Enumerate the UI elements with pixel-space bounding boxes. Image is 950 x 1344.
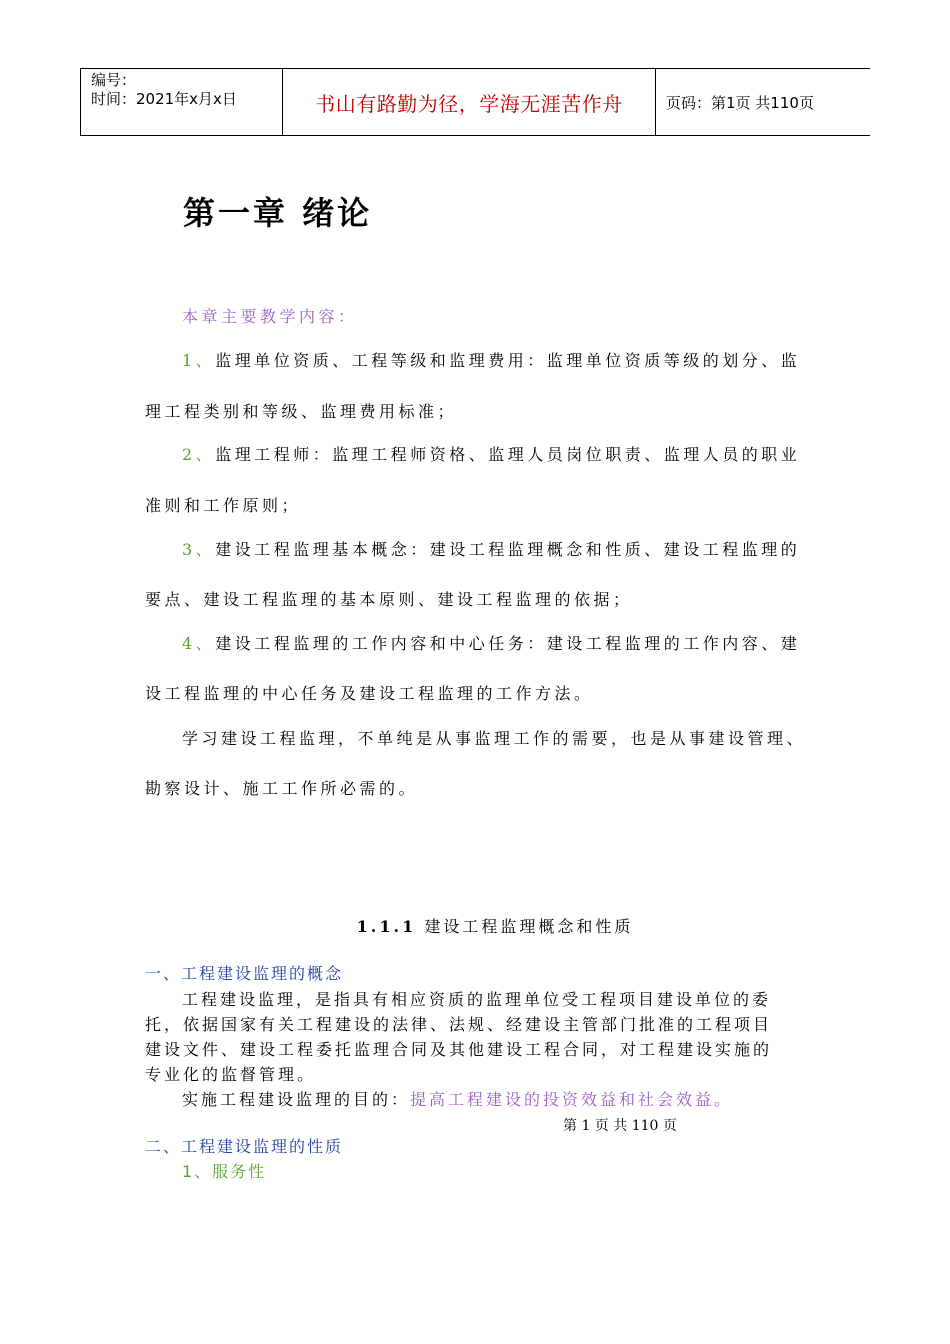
intro-item-2-line2: 准则和工作原则； <box>145 496 302 515</box>
page-footer: 第 1 页 共 110 页 <box>563 1118 677 1134</box>
list-number: 1、 <box>182 351 216 370</box>
part1-purpose <box>182 1087 842 1110</box>
intro-closing-line1: 学习建设工程监理，不单纯是从事监理工作的需要，也是从事建设管理、 <box>182 729 807 748</box>
chapter-title: 第一章 绪论 <box>183 194 373 232</box>
intro-item-1-line2: 理工程类别和等级、监理费用标准； <box>145 402 458 421</box>
header-page-info: 页码：第1页 共110页 <box>666 93 814 112</box>
part2-heading: 二、工程建设监理的性质 <box>145 1137 344 1156</box>
list-text: 建设工程监理基本概念：建设工程监理概念和性质、建设工程监理的 <box>215 540 801 559</box>
section-number: 1.1.1 <box>356 917 417 936</box>
part1-line4: 专业化的监督管理。 <box>145 1065 317 1084</box>
section-title-text: 建设工程监理概念和性质 <box>424 917 634 936</box>
intro-item-3-line1 <box>182 537 842 560</box>
purpose-value: 提高工程建设的投资效益和社会效益。 <box>410 1090 734 1109</box>
list-number: 4、 <box>182 634 216 653</box>
part1-line2: 托，依据国家有关工程建设的法律、法规、经建设主管部门批准的工程项目 <box>145 1015 773 1034</box>
intro-item-4-line1 <box>182 631 842 654</box>
list-number: 2、 <box>182 445 216 464</box>
purpose-label: 实施工程建设监理的目的： <box>182 1090 411 1109</box>
intro-item-4-line2: 设工程监理的中心任务及建设工程监理的工作方法。 <box>145 684 594 703</box>
intro-item-1-line1 <box>182 348 842 371</box>
document-time-label: 时间：2021年x月x日 <box>91 90 237 108</box>
header-motto: 书山有路勤为径，学海无涯苦作舟 <box>283 69 656 135</box>
header-meta-cell <box>81 69 283 135</box>
part1-line3: 建设文件、建设工程委托监理合同及其他建设工程合同，对工程建设实施的 <box>145 1040 773 1059</box>
intro-item-2-line1 <box>182 442 842 465</box>
part1-heading: 一、工程建设监理的概念 <box>145 964 344 983</box>
document-number-label: 编号： <box>91 71 137 89</box>
part2-item1: 1、服务性 <box>182 1162 267 1181</box>
list-number: 3、 <box>182 540 216 559</box>
part1-line1: 工程建设监理，是指具有相应资质的监理单位受工程项目建设单位的委 <box>182 990 772 1009</box>
intro-item-3-line2: 要点、建设工程监理的基本原则、建设工程监理的依据； <box>145 590 633 609</box>
section-title <box>0 914 950 937</box>
list-text: 监理工程师：监理工程师资格、监理人员岗位职责、监理人员的职业 <box>215 445 801 464</box>
intro-subtitle: 本章主要教学内容： <box>182 307 358 326</box>
intro-closing-line2: 勘察设计、施工工作所必需的。 <box>145 779 419 798</box>
list-text: 建设工程监理的工作内容和中心任务：建设工程监理的工作内容、建 <box>215 634 801 653</box>
list-text: 监理单位资质、工程等级和监理费用：监理单位资质等级的划分、监 <box>215 351 801 370</box>
header-table <box>80 68 870 136</box>
